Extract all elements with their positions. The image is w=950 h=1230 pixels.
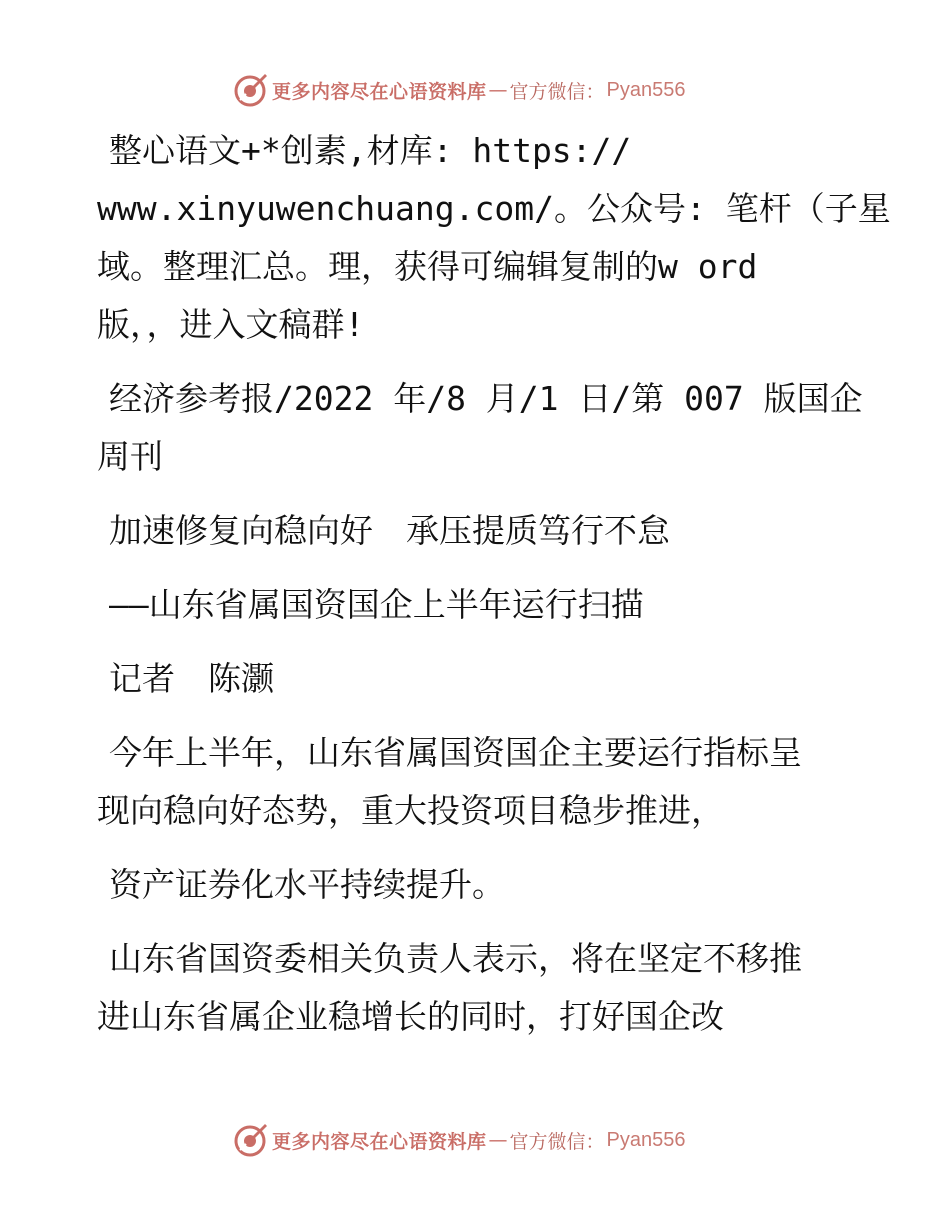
article-subtitle (97, 576, 837, 634)
text-line: 今年上半年，山东省属国资国企主要运行指标呈 (109, 733, 802, 772)
text-line: 经济参考报/2022 年/8 月/1 日/第 007 版国企 (109, 379, 863, 418)
body-paragraph-1 (97, 724, 837, 840)
text-line: 周刊 (97, 437, 163, 476)
body-paragraph-3 (97, 930, 837, 1046)
pen-logo-icon (232, 1122, 268, 1158)
footer-banner[interactable] (232, 1120, 712, 1160)
text-line: 资产证券化水平持续提升。 (109, 865, 505, 904)
article-title (97, 502, 837, 560)
intro-paragraph (97, 122, 891, 354)
banner-title: 更多内容尽在心语资料库 (272, 80, 487, 103)
header-banner[interactable] (232, 70, 712, 110)
text-line: 山东省国资委相关负责人表示，将在坚定不移推 (109, 939, 802, 978)
banner-wechat-id: Pyan556 (606, 78, 686, 101)
text-line: 域。整理汇总。理，获得可编辑复制的w ord (97, 247, 758, 286)
text-line: 整心语文+*创素,材库: https:// (109, 131, 632, 170)
text-line: 进山东省属企业稳增长的同时，打好国企改 (97, 997, 724, 1036)
subtitle-line: ——山东省属国资国企上半年运行扫描 (109, 585, 644, 624)
pen-logo-icon (232, 72, 268, 108)
banner-wechat-label: 官方微信： (509, 1130, 605, 1153)
byline-line: 记者 陈灏 (109, 659, 274, 698)
title-line: 加速修复向稳向好 承压提质笃行不怠 (109, 511, 670, 550)
text-line: www.xinyuwenchuang.com/。公众号: 笔杆（子星 (97, 189, 891, 228)
banner-dash: — (488, 1129, 508, 1151)
source-paragraph (97, 370, 863, 486)
banner-wechat-label: 官方微信： (509, 80, 605, 103)
banner-dash: — (488, 79, 508, 101)
banner-title: 更多内容尽在心语资料库 (272, 1130, 487, 1153)
banner-wechat-id: Pyan556 (606, 1128, 686, 1151)
body-paragraph-2 (97, 856, 837, 914)
document-body (97, 122, 891, 1062)
byline (97, 650, 837, 708)
text-line: 现向稳向好态势，重大投资项目稳步推进， (97, 791, 724, 830)
text-line: 版，，进入文稿群! (97, 305, 365, 344)
